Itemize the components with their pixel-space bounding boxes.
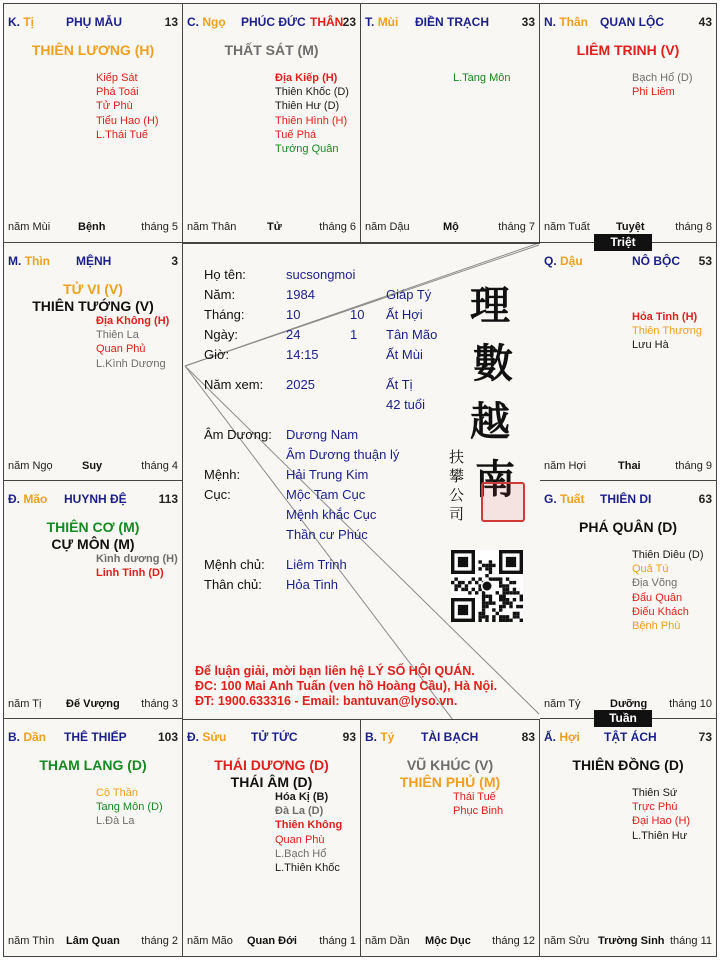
palace-header — [187, 15, 356, 31]
main-star-2: THÁI ÂM (D) — [230, 774, 313, 790]
contact-line-2: ĐC: 100 Mai Anh Tuấn (ven hồ Hoàng Cầu), Hà Nội. — [195, 679, 498, 693]
palace-header — [544, 730, 712, 746]
palace-branch: Tuất — [560, 492, 585, 506]
minor-star: Thiên La — [96, 329, 139, 342]
minor-stars-right — [96, 786, 163, 829]
palace-position — [544, 492, 584, 506]
amduong-value: Dương Nam — [286, 427, 359, 442]
minor-star: Tử Phù — [96, 100, 133, 113]
minor-star: Tang Môn (D) — [96, 801, 163, 814]
palace-footer — [8, 698, 178, 712]
palace-prefix: K. — [8, 15, 20, 29]
cuc-label: Cục: — [204, 487, 231, 502]
minor-star: L.Đà La — [96, 815, 135, 828]
center-info-panel — [183, 243, 540, 720]
minor-star: Quả Tú — [632, 563, 669, 576]
palace-life-stage: Quan Đới — [247, 935, 297, 947]
palace-dai-han-number: 33 — [521, 15, 535, 29]
palace-year: năm Dần — [365, 935, 410, 947]
main-star-2: THIÊN PHỦ (M) — [399, 774, 501, 790]
minor-stars-right — [96, 552, 178, 580]
seal-char-2: 數 — [473, 340, 513, 387]
minor-stars-right — [96, 314, 169, 371]
minor-star: Thiên Hư (D) — [275, 100, 340, 113]
palace-dai-han-number: 83 — [521, 730, 535, 744]
palace-k-ti — [3, 3, 183, 243]
palace-footer — [544, 221, 712, 235]
palace-prefix: Đ. — [187, 730, 199, 744]
view-year-label: Năm xem: — [204, 377, 264, 392]
minor-star: Quan Phù — [275, 833, 325, 846]
palace-life-stage: Dưỡng — [610, 698, 648, 710]
minor-star: Đà La (D) — [275, 805, 324, 818]
view-can-value: Ất Tị — [386, 377, 413, 392]
palace-position — [187, 730, 226, 744]
palace-life-stage: Trường Sinh — [598, 935, 665, 947]
palace-month: tháng 4 — [141, 460, 178, 472]
palace-month: tháng 9 — [675, 460, 712, 472]
palace-header — [365, 730, 535, 746]
palace-footer — [544, 935, 712, 949]
palace-position — [8, 254, 50, 268]
minor-star: Tướng Quân — [275, 143, 339, 156]
palace-header — [365, 15, 535, 31]
palace-life-stage: Tử — [267, 221, 282, 233]
minor-star: Phục Binh — [453, 805, 504, 818]
minor-stars-right — [632, 310, 702, 353]
palace-dai-han-number: 93 — [342, 730, 356, 744]
palace-branch: Dần — [23, 730, 47, 744]
seal-char-1: 理 — [470, 282, 510, 329]
palace-house-name: TỬ TỨC — [251, 730, 298, 744]
palace-dai-han-number: 73 — [698, 730, 712, 744]
palace-life-stage: Lâm Quan — [66, 935, 120, 947]
menh-label: Mệnh: — [204, 467, 241, 482]
minor-star: Hóa Kị (B) — [275, 791, 329, 803]
palace-header — [8, 730, 178, 746]
palace-month: tháng 8 — [675, 221, 712, 233]
palace-year: năm Tị — [8, 698, 42, 710]
main-star-1: THIÊN ĐỒNG (D) — [572, 757, 684, 773]
palace-m-thin — [3, 242, 183, 482]
palace-dai-han-number: 23 — [342, 15, 356, 29]
hour-value: 14:15 — [286, 347, 319, 362]
palace-house-name: THIÊN DI — [600, 492, 652, 506]
palace-header — [544, 254, 712, 270]
palace-b-dan — [3, 718, 183, 957]
month-lunar-value: 10 — [350, 307, 365, 322]
palace-prefix: C. — [187, 15, 199, 29]
palace-header — [544, 492, 712, 508]
palace-life-stage: Bệnh — [78, 221, 106, 233]
minor-star: Thiên Sứ — [632, 787, 678, 799]
minor-stars-right — [96, 71, 159, 142]
palace-c-ngo — [182, 3, 361, 243]
palace-prefix: Ấ. — [544, 730, 556, 744]
minor-star: L.Bạch Hổ — [275, 847, 327, 860]
minor-star: Thiên Thương — [632, 325, 703, 338]
palace-dai-han-number: 43 — [698, 15, 712, 29]
minor-stars-right — [632, 71, 693, 99]
than-chu-label: Thân chủ: — [204, 577, 262, 592]
hour-can-value: Ất Mùi — [386, 347, 423, 362]
minor-star: Trực Phù — [632, 801, 678, 814]
minor-star: Tuế Phá — [275, 128, 317, 141]
palace-year: năm Mão — [187, 935, 233, 947]
seal-small-4: 司 — [449, 505, 465, 523]
palace-b-ty — [360, 718, 540, 957]
palace-month: tháng 1 — [319, 935, 356, 947]
palace-dai-han-number: 63 — [698, 492, 712, 506]
palace-month: tháng 11 — [669, 935, 712, 947]
palace-prefix: B. — [365, 730, 377, 744]
palace-t-mui — [360, 3, 540, 243]
minor-star: Đại Hao (H) — [632, 815, 691, 828]
minor-star: Bệnh Phù — [632, 620, 681, 633]
palace-n-than — [539, 3, 717, 243]
palace-prefix: T. — [365, 15, 375, 29]
palace-position — [8, 492, 47, 506]
palace-life-stage: Đế Vượng — [66, 698, 120, 710]
name-value: sucsongmoi — [286, 267, 356, 282]
main-star-1: THÁI DƯƠNG (D) — [214, 757, 329, 773]
minor-star: Thiên Khốc (D) — [275, 86, 349, 99]
seal-char-4: 南 — [475, 456, 515, 503]
than-chu-value: Hỏa Tinh — [286, 577, 339, 592]
view-year-value: 2025 — [286, 377, 315, 392]
tuan-tag: Tuần — [594, 710, 652, 727]
palace-month: tháng 3 — [141, 698, 178, 710]
palace-prefix: Đ. — [8, 492, 20, 506]
palace-life-stage: Suy — [82, 460, 103, 472]
palace-house-name: QUAN LỘC — [600, 15, 664, 29]
palace-year: năm Hợi — [544, 460, 587, 472]
palace-footer — [187, 221, 356, 235]
palace-footer — [544, 460, 712, 474]
palace-house-name: MỆNH — [76, 254, 112, 268]
minor-star: Tiểu Hao (H) — [96, 114, 159, 127]
palace-footer — [365, 935, 535, 949]
palace-house-name: THÊ THIẾP — [64, 730, 127, 744]
year-can-value: Giáp Tý — [386, 287, 432, 302]
month-solar-value: 10 — [286, 307, 301, 322]
main-star-2: THIÊN TƯỚNG (V) — [32, 298, 154, 314]
contact-line-1: Để luận giải, mời bạn liên hệ LÝ SỐ HỘI QUÁN. — [195, 664, 475, 678]
palace-position — [187, 15, 226, 29]
palace-position — [544, 15, 588, 29]
palace-footer — [187, 935, 356, 949]
age-value: 42 tuổi — [386, 397, 426, 412]
palace-prefix: B. — [8, 730, 20, 744]
minor-stars-right — [453, 790, 503, 818]
palace-footer — [365, 221, 535, 235]
palace-year: năm Thân — [187, 221, 237, 233]
minor-star: Hỏa Tinh (H) — [632, 311, 698, 323]
minor-star: Bạch Hổ (D) — [632, 72, 693, 84]
menh-chu-label: Mệnh chủ: — [204, 557, 265, 572]
menh-value: Hải Trung Kim — [286, 467, 369, 482]
palace-house-name: PHÚC ĐỨC — [241, 15, 306, 29]
minor-star: Cô Thần — [96, 787, 138, 799]
main-star-1: THAM LANG (D) — [39, 757, 147, 773]
palace-branch: Dậu — [560, 254, 583, 268]
minor-star: Thiên Hình (H) — [275, 114, 348, 127]
minor-star: Đẩu Quân — [632, 591, 683, 604]
palace-dai-han-number: 3 — [171, 254, 178, 268]
palace-dai-han-number: 53 — [698, 254, 712, 268]
minor-stars-right — [632, 786, 690, 843]
seal-char-3: 越 — [470, 398, 510, 445]
palace-month: tháng 6 — [319, 221, 356, 233]
palace-month: tháng 5 — [141, 221, 178, 233]
palace-a-hoi — [539, 718, 717, 957]
month-can-value: Ất Hợi — [386, 307, 423, 322]
palace-dai-han-number: 13 — [164, 15, 178, 29]
minor-stars-right — [275, 71, 349, 156]
palace-house-name: TẬT ÁCH — [604, 730, 657, 744]
minor-star: Điếu Khách — [632, 605, 689, 618]
palace-life-stage: Tuyệt — [616, 221, 645, 233]
palace-branch: Sửu — [202, 730, 227, 744]
minor-star: Linh Tinh (D) — [96, 567, 164, 580]
palace-month: tháng 2 — [141, 935, 178, 947]
palace-month: tháng 7 — [498, 221, 535, 233]
seal-small-chars — [449, 448, 467, 524]
palace-footer — [8, 221, 178, 235]
main-star-1: TỬ VI (V) — [63, 281, 123, 297]
minor-star: Quan Phủ — [96, 343, 146, 356]
day-label: Ngày: — [204, 327, 238, 342]
palace-house-name: NÔ BỘC — [632, 254, 680, 268]
palace-footer — [8, 935, 178, 949]
main-star-1: THIÊN LƯƠNG (H) — [31, 42, 155, 58]
palace-year: năm Tý — [544, 698, 581, 710]
palace-house-name: ĐIỀN TRẠCH — [415, 15, 489, 29]
palace-g-tuat — [539, 480, 717, 720]
palace-header — [544, 15, 712, 31]
minor-star: Lưu Hà — [632, 339, 669, 352]
minor-star: L.Thiên Hư — [632, 829, 688, 842]
name-label: Họ tên: — [204, 267, 246, 282]
minor-star: Địa Kiếp (H) — [275, 72, 338, 84]
palace-branch: Tý — [380, 730, 395, 744]
palace-footer — [8, 460, 178, 474]
minor-star: Phá Toái — [96, 86, 139, 99]
palace-house-name: PHỤ MẪU — [66, 15, 122, 29]
main-star-1: THẤT SÁT (M) — [224, 42, 319, 58]
minor-star: Địa Võng — [632, 577, 678, 590]
palace-branch: Thân — [559, 15, 589, 29]
main-star-1: PHÁ QUÂN (D) — [579, 519, 677, 535]
cuc-value-3: Thần cư Phúc — [286, 527, 368, 542]
tuvi-chart-board — [3, 3, 717, 957]
palace-header — [8, 492, 178, 508]
year-value: 1984 — [286, 287, 315, 302]
palace-dai-han-number: 103 — [157, 730, 178, 744]
palace-d-suu — [182, 718, 361, 957]
seal-small-1: 扶 — [449, 448, 465, 466]
palace-d-mao — [3, 480, 183, 720]
main-star-1: LIÊM TRINH (V) — [576, 42, 680, 58]
palace-position — [8, 730, 46, 744]
cuc-value: Mộc Tam Cục — [286, 487, 366, 502]
palace-month: tháng 12 — [492, 935, 535, 947]
triet-tag: Triệt — [594, 234, 652, 251]
palace-life-stage: Mộ — [443, 221, 459, 233]
cuc-value-2: Mệnh khắc Cục — [286, 507, 377, 522]
main-star-1: THIÊN CƠ (M) — [46, 519, 140, 535]
palace-prefix: G. — [544, 492, 557, 506]
day-can-value: Tân Mão — [386, 327, 438, 342]
palace-position — [8, 15, 34, 29]
palace-branch: Mão — [23, 492, 48, 506]
palace-year: năm Dậu — [365, 221, 410, 233]
palace-life-stage: Mộc Dục — [425, 935, 471, 947]
palace-branch: Ngọ — [202, 15, 226, 29]
palace-house-name: HUYNH ĐỆ — [64, 492, 127, 506]
amduong-label: Âm Dương: — [204, 427, 272, 442]
palace-than-marker: THÂN — [310, 15, 344, 29]
month-label: Tháng: — [204, 307, 245, 322]
minor-star: L.Thiên Khốc — [275, 862, 340, 875]
palace-branch: Mùi — [377, 15, 399, 29]
palace-dai-han-number: 113 — [158, 492, 178, 506]
minor-star: Kình dương (H) — [96, 553, 178, 565]
minor-stars-right — [632, 548, 704, 633]
main-star-1: VŨ KHÚC (V) — [406, 757, 494, 773]
minor-star: L.Tang Môn — [453, 72, 511, 84]
contact-line-3: ĐT: 1900.633316 - Email: bantuvan@lyso.vn. — [195, 694, 458, 708]
palace-year: năm Ngọ — [8, 460, 53, 472]
palace-branch: Thìn — [24, 254, 51, 268]
palace-life-stage: Thai — [618, 460, 641, 472]
day-lunar-value: 1 — [350, 327, 358, 342]
palace-prefix: Q. — [544, 254, 557, 268]
amduong-value-2: Âm Dương thuận lý — [286, 447, 400, 462]
minor-star: L.Thái Tuế — [96, 128, 148, 141]
palace-year: năm Mùi — [8, 221, 51, 233]
red-seal-stamp-icon — [481, 482, 525, 522]
palace-branch: Hợi — [559, 730, 580, 744]
palace-year: năm Sửu — [544, 935, 590, 947]
palace-position — [365, 15, 398, 29]
qr-code-icon[interactable] — [451, 550, 523, 622]
palace-header — [8, 254, 178, 270]
minor-star: Địa Không (H) — [96, 315, 170, 327]
minor-star: Thiên Diêu (D) — [632, 549, 704, 561]
year-label: Năm: — [204, 287, 236, 302]
palace-month: tháng 10 — [669, 698, 712, 710]
palace-prefix: N. — [544, 15, 556, 29]
minor-stars-right — [453, 71, 510, 85]
palace-q-dau — [539, 242, 717, 482]
palace-header — [8, 15, 178, 31]
minor-star: Phi Liêm — [632, 86, 675, 99]
menh-chu-value: Liêm Trinh — [286, 557, 347, 572]
day-solar-value: 24 — [286, 327, 301, 342]
palace-branch: Tị — [23, 15, 35, 29]
minor-star: Kiếp Sát — [96, 72, 138, 84]
palace-year: năm Thìn — [8, 935, 55, 947]
palace-prefix: M. — [8, 254, 22, 268]
palace-year: năm Tuất — [544, 221, 590, 233]
palace-house-name: TÀI BẠCH — [421, 730, 479, 744]
minor-stars-right — [275, 790, 342, 875]
seal-small-3: 公 — [449, 486, 465, 504]
palace-position — [544, 730, 580, 744]
palace-header — [187, 730, 356, 746]
minor-star: Thái Tuế — [453, 791, 496, 803]
palace-position — [365, 730, 394, 744]
hour-label: Giờ: — [204, 347, 230, 362]
palace-position — [544, 254, 583, 268]
seal-small-2: 攀 — [449, 467, 465, 485]
minor-star: L.Kình Dương — [96, 357, 166, 370]
main-star-2: CỰ MÔN (M) — [51, 536, 135, 552]
minor-star: Thiên Không — [275, 819, 343, 832]
